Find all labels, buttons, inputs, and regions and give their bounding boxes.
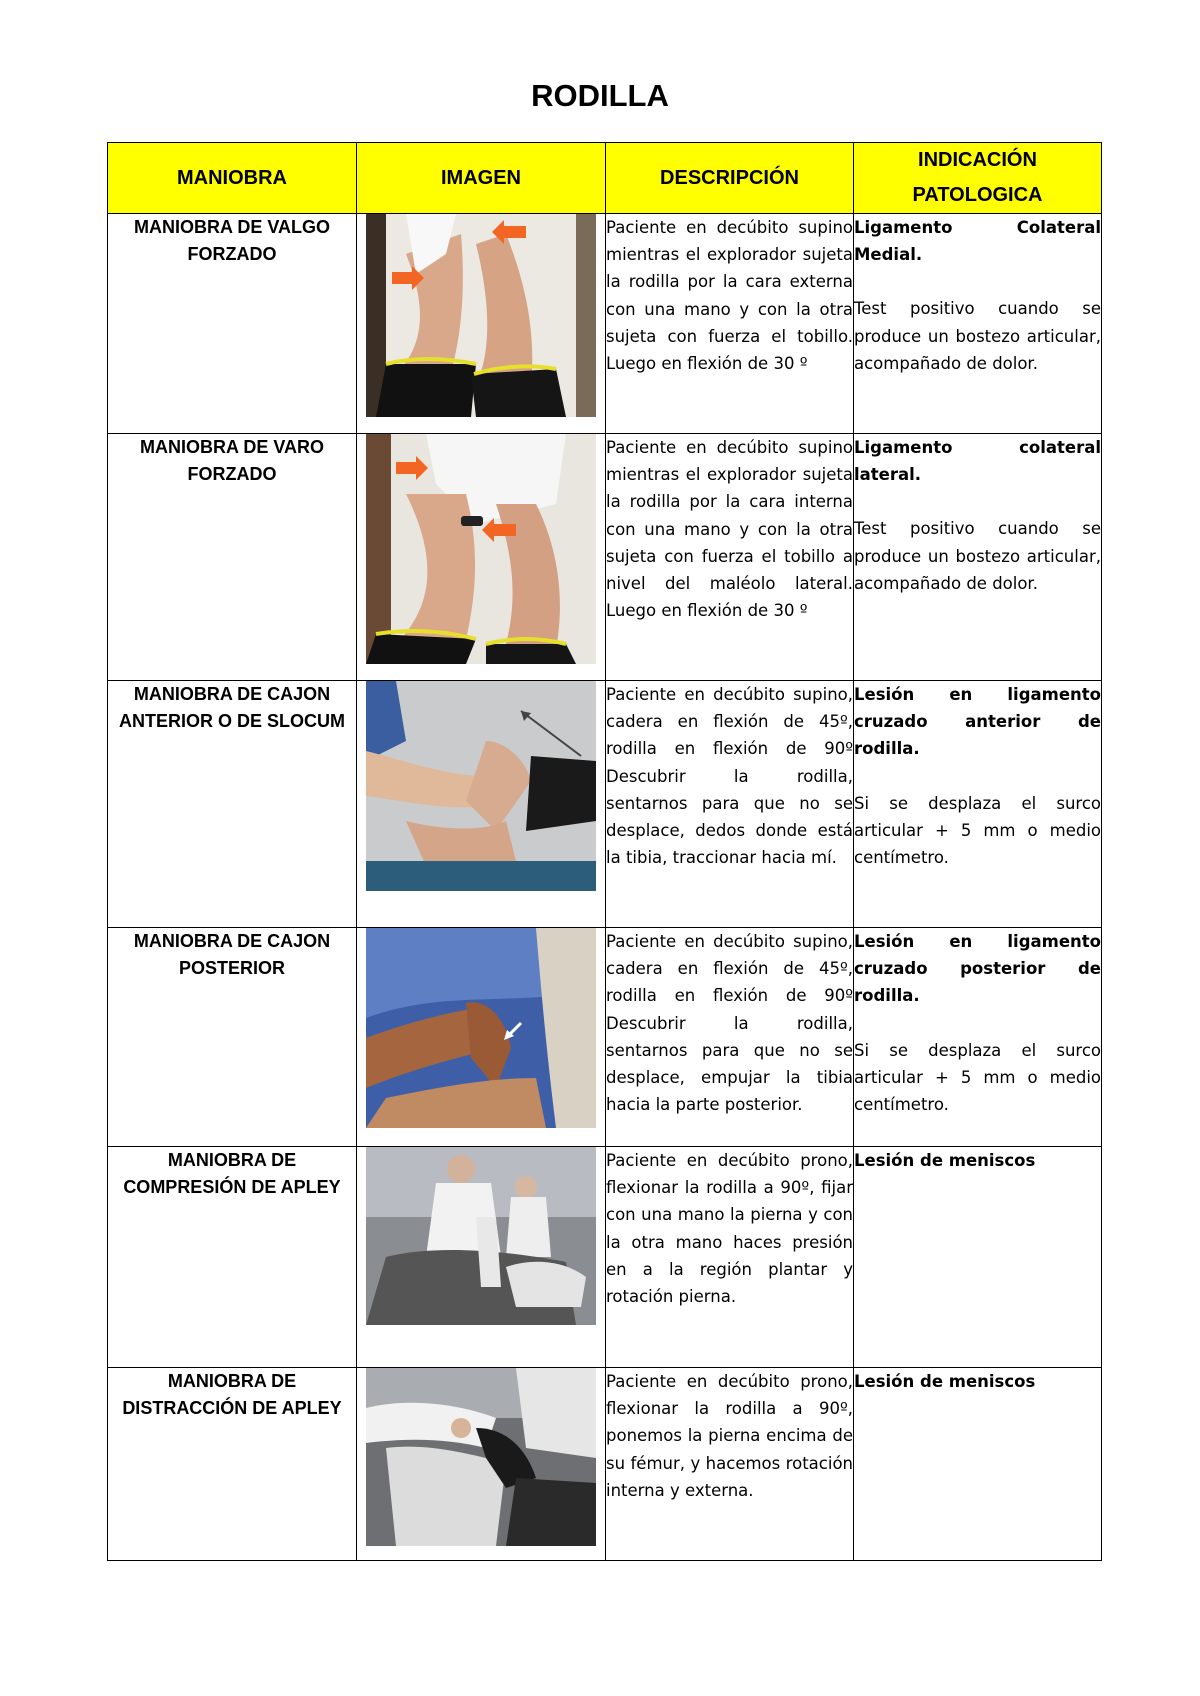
maneuver-image-cell bbox=[357, 681, 606, 928]
indication-title: Lesión de meniscos bbox=[854, 1151, 1036, 1170]
indication-text: Si se desplaza el surco articular + 5 mm o medio centímetro. bbox=[854, 1040, 1101, 1115]
maneuver-name: MANIOBRA DE DISTRACCIÓN DE APLEY bbox=[108, 1368, 357, 1561]
maneuver-name: MANIOBRA DE VALGO FORZADO bbox=[108, 214, 357, 434]
table-row bbox=[108, 1147, 1102, 1368]
indication-text: Si se desplaza el surco articular + 5 mm o medio centímetro. bbox=[854, 793, 1101, 868]
varus-maneuver-photo bbox=[366, 434, 596, 664]
valgus-maneuver-photo bbox=[366, 214, 596, 417]
maneuvers-table bbox=[107, 142, 1102, 1561]
indication-title: Ligamento Colateral Medial. bbox=[854, 218, 1101, 265]
apley-compression-photo bbox=[366, 1147, 596, 1325]
indication-text: Test positivo cuando se produce un bostezo articular, acompañado de dolor. bbox=[854, 519, 1101, 593]
maneuver-image-cell bbox=[357, 1147, 606, 1368]
table-header-row bbox=[108, 143, 1102, 214]
table-row bbox=[108, 214, 1102, 434]
page-title: RODILLA bbox=[531, 78, 669, 113]
maneuver-name: MANIOBRA DE VARO FORZADO bbox=[108, 434, 357, 681]
anterior-drawer-photo bbox=[366, 681, 596, 891]
maneuver-name: MANIOBRA DE CAJON POSTERIOR bbox=[108, 928, 357, 1147]
pathology-indication bbox=[854, 681, 1102, 928]
table-row bbox=[108, 928, 1102, 1147]
table-row bbox=[108, 1368, 1102, 1561]
pathology-indication bbox=[854, 434, 1102, 681]
table-row bbox=[108, 434, 1102, 681]
header-indicacion: INDICACIÓN PATOLOGICA bbox=[854, 143, 1102, 214]
maneuver-image-cell bbox=[357, 434, 606, 681]
indication-title: Lesión en ligamento cruzado anterior de rodilla. bbox=[854, 685, 1101, 759]
maneuver-description: Paciente en decúbito supino, cadera en flexión de 45º, rodilla en flexión de 90º Descubrir la rodilla, sentarnos para que no se desplace, empujar la tibia hacia la parte posterior. bbox=[606, 928, 854, 1147]
maneuver-description: Paciente en decúbito prono, flexionar la rodilla a 90º, fijar con una mano la pierna y con la otra mano haces presión en a la región plantar y rotación pierna. bbox=[606, 1147, 854, 1368]
table-row bbox=[108, 681, 1102, 928]
maneuver-name: MANIOBRA DE COMPRESIÓN DE APLEY bbox=[108, 1147, 357, 1368]
pathology-indication bbox=[854, 214, 1102, 434]
maneuver-description: Paciente en decúbito prono, flexionar la rodilla a 90º, ponemos la pierna encima de su fémur, y hacemos rotación interna y externa. bbox=[606, 1368, 854, 1561]
pathology-indication bbox=[854, 1368, 1102, 1561]
apley-distraction-photo bbox=[366, 1368, 596, 1546]
pathology-indication bbox=[854, 928, 1102, 1147]
maneuver-description: Paciente en decúbito supino mientras el explorador sujeta la rodilla por la cara externa con una mano y con la otra sujeta con fuerza el tobillo. Luego en flexión de 30 º bbox=[606, 214, 854, 434]
indication-title: Lesión en ligamento cruzado posterior de rodilla. bbox=[854, 932, 1101, 1006]
posterior-drawer-photo bbox=[366, 928, 596, 1128]
maneuver-name: MANIOBRA DE CAJON ANTERIOR O DE SLOCUM bbox=[108, 681, 357, 928]
maneuver-image-cell bbox=[357, 928, 606, 1147]
maneuver-description: Paciente en decúbito supino, cadera en flexión de 45º, rodilla en flexión de 90º Descubrir la rodilla, sentarnos para que no se desplace, dedos donde está la tibia, traccionar hacia mí. bbox=[606, 681, 854, 928]
pathology-indication bbox=[854, 1147, 1102, 1368]
header-imagen: IMAGEN bbox=[357, 143, 606, 214]
indication-text: Test positivo cuando se produce un bostezo articular, acompañado de dolor. bbox=[854, 299, 1101, 373]
maneuver-image-cell bbox=[357, 1368, 606, 1561]
header-descripcion: DESCRIPCIÓN bbox=[606, 143, 854, 214]
header-maniobra: MANIOBRA bbox=[108, 143, 357, 214]
maneuver-image-cell bbox=[357, 214, 606, 434]
indication-title: Lesión de meniscos bbox=[854, 1372, 1036, 1391]
indication-title: Ligamento colateral lateral. bbox=[854, 438, 1101, 485]
maneuver-description: Paciente en decúbito supino mientras el explorador sujeta la rodilla por la cara interna con una mano y con la otra sujeta con fuerza el tobillo a nivel del maléolo lateral. Luego en flexión de 30 º bbox=[606, 434, 854, 681]
